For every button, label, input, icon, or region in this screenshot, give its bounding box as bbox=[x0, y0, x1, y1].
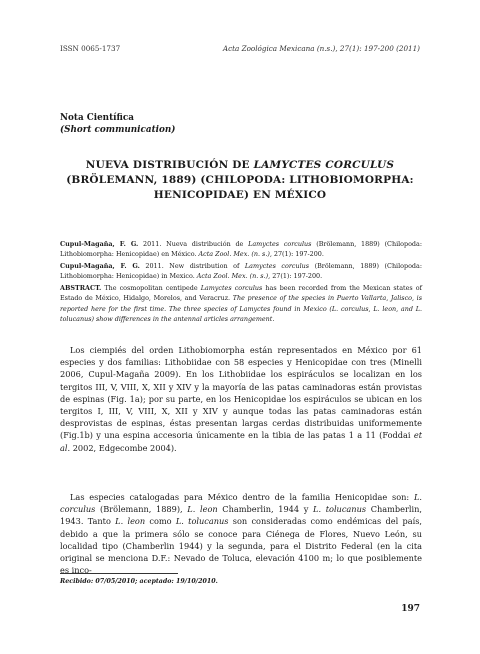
journal-header: Acta Zoológica Mexicana (n.s.), 27(1): 197-200 (2011) bbox=[222, 44, 420, 53]
title-line-3: HENICOPIDAE) EN MÉXICO bbox=[153, 189, 327, 201]
abstract: ABSTRACT. The cosmopolitan centipede Lamyctes corculus has been recorded from the Mexican states of Estado de México, Hidalgo, Morelos, and Veracruz. The presence of the species in Puerto Vallarta, Jalisco, is reported here for the first time. The three species of Lamyctes found in Mexico (L. corculus, L. leon, and L. tolucanus) show differences in the antennal articles arrangement. bbox=[60, 284, 422, 324]
citation-authors: Cupul-Magaña, F. G. bbox=[60, 240, 139, 248]
title-species: LAMYCTES CORCULUS bbox=[253, 159, 395, 171]
citation-authors: Cupul-Magaña, F. G. bbox=[60, 262, 140, 270]
title-line-2: (BRÖLEMANN, 1889) (CHILOPODA: LITHOBIOMORPHA: bbox=[66, 174, 414, 186]
issn-header: ISSN 0065-1737 bbox=[60, 44, 121, 53]
article-title bbox=[60, 158, 420, 203]
citation-english: Cupul-Magaña, F. G. 2011. New distribution of Lamyctes corculus (Brölemann, 1889) (Chilopoda: Lithobiomorpha: Henicopidae) in Mexico. Acta Zool. Mex. (n. s.), 27(1): 197-200. bbox=[60, 262, 422, 281]
citation-spanish: Cupul-Magaña, F. G. 2011. Nueva distribución de Lamyctes corculus (Brölemann, 1889) (Chilopoda: Lithobiomorpha: Henicopidae) en México. Acta Zool. Mex. (n. s.), 27(1): 197-200. bbox=[60, 240, 422, 259]
title-line-1: NUEVA DISTRIBUCIÓN DE LAMYCTES CORCULUS bbox=[85, 159, 395, 171]
body-paragraph-2: Las especies catalogadas para México dentro de la familia Henicopidae son: L. corculus (Brölemann, 1889), L. leon Chamberlin, 1944 y L. tolucanus Chamberlin, 1943. Tanto L. leon como L. tolucanus son consideradas como endémicas del país, debido a que la primera sólo se conoce para Ciénega de Flores, Nuevo León, su localidad tipo (Chamberlin 1944) y la segunda, para el Distrito Federal (en la cita original se menciona D.F.: Nevado de Toluca, elevación 4100 m; lo que posiblemente es inco- bbox=[60, 492, 423, 576]
received-dates: Recibido: 07/05/2010; aceptado: 19/10/2010. bbox=[60, 578, 218, 585]
page-number: 197 bbox=[401, 604, 420, 614]
abstract-label: ABSTRACT. bbox=[60, 284, 102, 292]
section-heading bbox=[60, 112, 175, 136]
footnote-divider bbox=[60, 573, 178, 574]
body-paragraph-1: Los ciempiés del orden Lithobiomorpha están representados en México por 61 especies y dos familias: Lithobiidae con 58 especies y Henicopidae con tres (Minelli 2006, Cupul-Magaña 2009). En los Lithobiidae los espiráculos se localizan en los tergitos III, V, VIII, X, XII y XIV y la mayoría de las patas caminadoras están provistas de espinas (Fig. 1a); por su parte, en los Henicopidae los espiráculos se ubican en los tergitos I, III, V, VIII, X, XII y XIV y aunque todas las patas caminadoras están desprovistas de espinas, éstas presentan largas cerdas distribuidas uniformemente (Fig.1b) y una espina accesoria únicamente en la tibia de las patas 1 a 11 (Foddai et al. 2002, Edgecombe 2004). bbox=[60, 345, 422, 453]
section-label: Nota Científica bbox=[60, 113, 134, 123]
section-label-english: (Short communication) bbox=[60, 125, 176, 135]
